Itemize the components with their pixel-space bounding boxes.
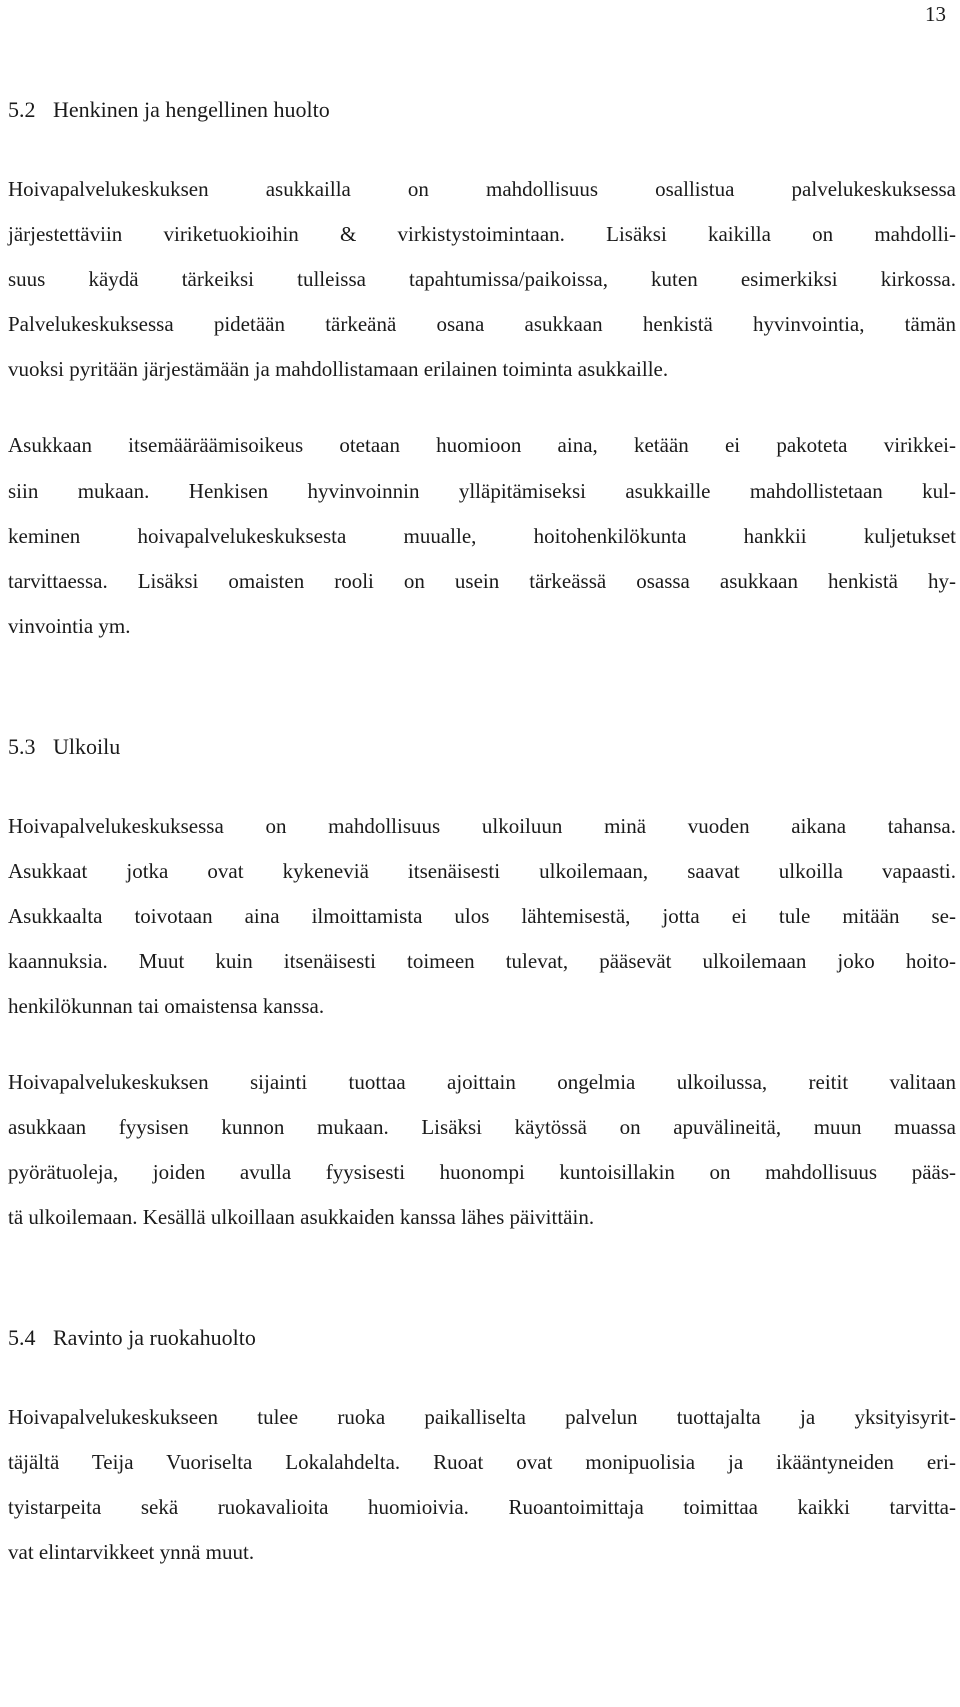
paragraph-line: tä ulkoilemaan. Kesällä ulkoillaan asukkaiden kanssa lähes päivittäin. [8,1205,595,1229]
paragraph-line: kaannuksia. Muut kuin itsenäisesti toimeen tulevat, pääsevät ulkoilemaan joko hoito- [8,949,956,973]
section-heading [8,734,120,760]
paragraph-line: keminen hoivapalvelukeskuksesta muualle, hoitohenkilökunta hankkii kuljetukset [8,524,956,548]
section-heading [8,97,330,123]
paragraph-line: Asukkaat jotka ovat kykeneviä itsenäisesti ulkoilemaan, saavat ulkoilla vapaasti. [8,859,956,883]
paragraph-line: Hoivapalvelukeskukseen tulee ruoka paikalliselta palvelun tuottajalta ja yksityisyrit- [8,1405,956,1429]
paragraph-line: Palvelukeskuksessa pidetään tärkeänä osana asukkaan henkistä hyvinvointia, tämän [8,312,956,336]
paragraph-line: järjestettäviin viriketuokioihin & virkistystoimintaan. Lisäksi kaikilla on mahdolli- [8,222,956,246]
section-title: Ulkoilu [53,734,121,759]
paragraph-line: vuoksi pyritään järjestämään ja mahdollistamaan erilainen toiminta asukkaille. [8,357,669,381]
paragraph-line: suus käydä tärkeiksi tulleissa tapahtumissa/paikoissa, kuten esimerkiksi kirkossa. [8,267,956,291]
paragraph-line: täjältä Teija Vuoriselta Lokalahdelta. Ruoat ovat monipuolisia ja ikääntyneiden eri- [8,1450,956,1474]
paragraph-line: pyörätuoleja, joiden avulla fyysisesti huonompi kuntoisillakin on mahdollisuus pääs- [8,1160,956,1184]
paragraph-line: Hoivapalvelukeskuksen sijainti tuottaa ajoittain ongelmia ulkoilussa, reitit valitaan [8,1070,956,1094]
section-number: 5.2 [8,97,36,122]
paragraph-line: vat elintarvikkeet ynnä muut. [8,1540,255,1564]
paragraph-line: henkilökunnan tai omaistensa kanssa. [8,994,325,1018]
paragraph-line: tarvittaessa. Lisäksi omaisten rooli on usein tärkeässä osassa asukkaan henkistä hy- [8,569,956,593]
page-number: 13 [925,2,946,26]
section-number: 5.3 [8,734,36,759]
paragraph-line: vinvointia ym. [8,614,131,638]
paragraph-line: Hoivapalvelukeskuksen asukkailla on mahdollisuus osallistua palvelukeskuksessa [8,177,956,201]
paragraph-line: Hoivapalvelukeskuksessa on mahdollisuus ulkoiluun minä vuoden aikana tahansa. [8,814,956,838]
paragraph-line: asukkaan fyysisen kunnon mukaan. Lisäksi käytössä on apuvälineitä, muun muassa [8,1115,956,1139]
section-number: 5.4 [8,1325,36,1350]
section-title: Ravinto ja ruokahuolto [53,1325,256,1350]
paragraph-line: siin mukaan. Henkisen hyvinvoinnin ylläpitämiseksi asukkaille mahdollistetaan kul- [8,479,956,503]
section-title: Henkinen ja hengellinen huolto [53,97,330,122]
section-heading [8,1325,256,1351]
paragraph-line: tyistarpeita sekä ruokavalioita huomioivia. Ruoantoimittaja toimittaa kaikki tarvitta- [8,1495,956,1519]
paragraph-line: Asukkaan itsemääräämisoikeus otetaan huomioon aina, ketään ei pakoteta virikkei- [8,433,956,457]
paragraph-line: Asukkaalta toivotaan aina ilmoittamista ulos lähtemisestä, jotta ei tule mitään se- [8,904,956,928]
